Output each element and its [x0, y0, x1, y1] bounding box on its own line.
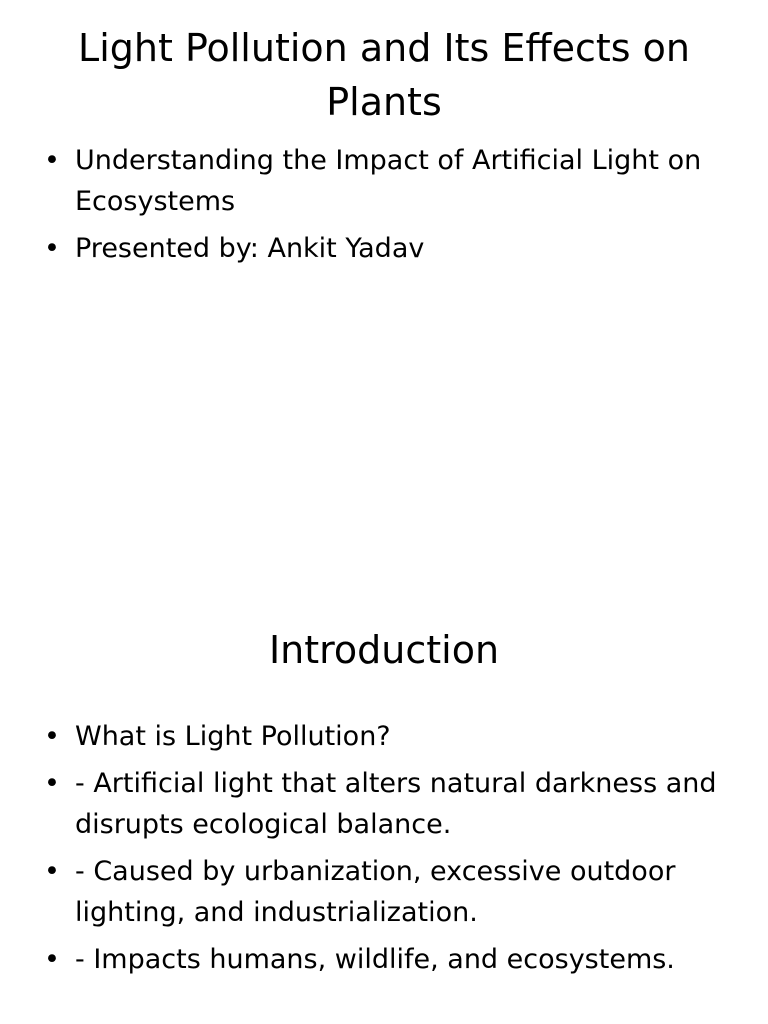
bullet-icon: •: [44, 721, 60, 752]
bullet-question: [40, 716, 730, 757]
bullet-text: What is Light Pollution?: [75, 721, 391, 752]
bullet-icon: •: [44, 944, 60, 975]
slide-introduction-heading: Introduction: [268, 628, 500, 672]
bullet-text: - Impacts humans, wildlife, and ecosystems.: [75, 944, 675, 975]
slide-title-bullet-list: [40, 140, 730, 275]
slide-introduction: [0, 590, 768, 1024]
slide-title-heading: Light Pollution and Its Effects on Plants: [78, 26, 690, 124]
bullet-impacts: [40, 939, 730, 980]
bullet-presenter: [40, 228, 730, 269]
bullet-text: Presented by: Ankit Yadav: [75, 233, 425, 264]
bullet-text: - Caused by urbanization, excessive outdoor lighting, and industrialization.: [75, 856, 676, 928]
bullet-causes: [40, 851, 730, 933]
slide-introduction-bullet-list: [40, 716, 730, 986]
bullet-text: Understanding the Impact of Artificial Light on Ecosystems: [75, 145, 702, 217]
bullet-icon: •: [44, 145, 60, 176]
bullet-icon: •: [44, 233, 60, 264]
bullet-definition: [40, 763, 730, 845]
bullet-icon: •: [44, 768, 60, 799]
bullet-icon: •: [44, 856, 60, 887]
bullet-subtitle: [40, 140, 730, 222]
bullet-text: - Artificial light that alters natural darkness and disrupts ecological balance.: [75, 768, 717, 840]
